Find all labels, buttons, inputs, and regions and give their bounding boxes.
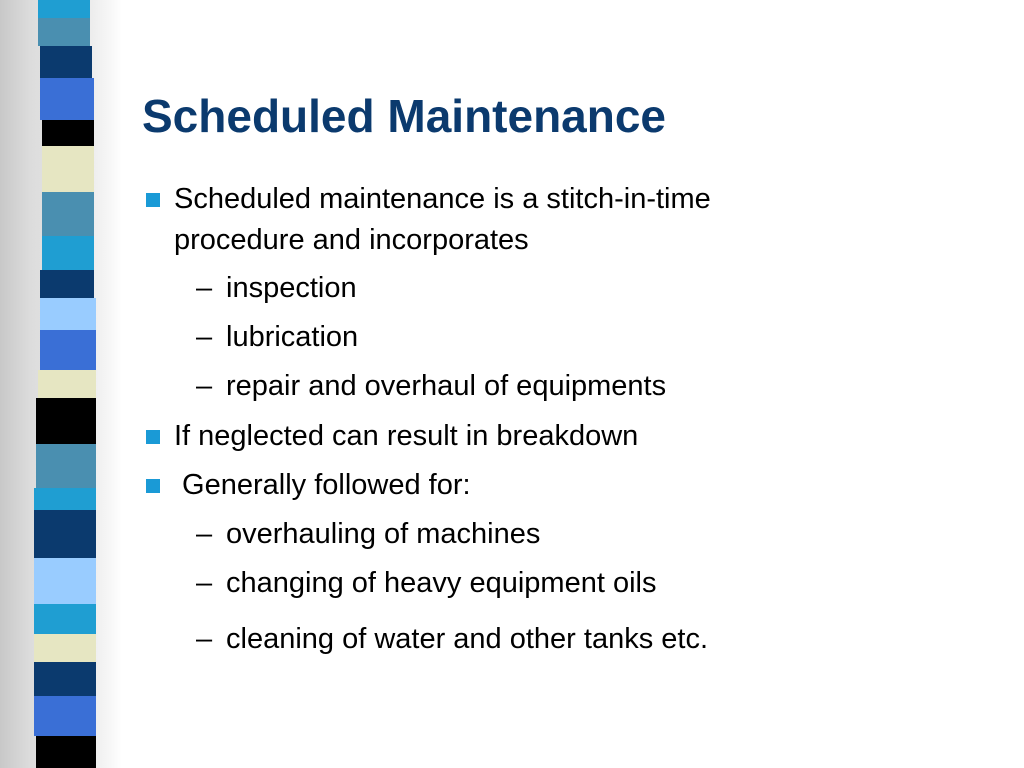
bullet-text: Generally followed for: <box>174 469 471 501</box>
bullet-text-continued: procedure and incorporates <box>174 224 529 256</box>
sub-item: inspection <box>226 272 357 304</box>
sub-item: changing of heavy equipment oils <box>226 567 657 599</box>
dash-icon: – <box>196 623 213 655</box>
dash-icon: – <box>196 321 213 353</box>
sub-item: overhauling of machines <box>226 518 541 550</box>
bullet-text: If neglected can result in breakdown <box>174 420 639 452</box>
bullet-text: Scheduled maintenance is a stitch-in-time <box>174 183 711 215</box>
sub-item: repair and overhaul of equipments <box>226 370 667 402</box>
dash-icon: – <box>196 370 213 402</box>
bullet-square-icon <box>146 430 160 444</box>
sub-item: lubrication <box>226 321 359 353</box>
slide-title: Scheduled Maintenance <box>142 90 667 142</box>
bullet-square-icon <box>146 479 160 493</box>
bullet-square-icon <box>146 193 160 207</box>
sub-item: cleaning of water and other tanks etc. <box>226 623 709 655</box>
dash-icon: – <box>196 272 213 304</box>
dash-icon: – <box>196 518 213 550</box>
dash-icon: – <box>196 567 213 599</box>
